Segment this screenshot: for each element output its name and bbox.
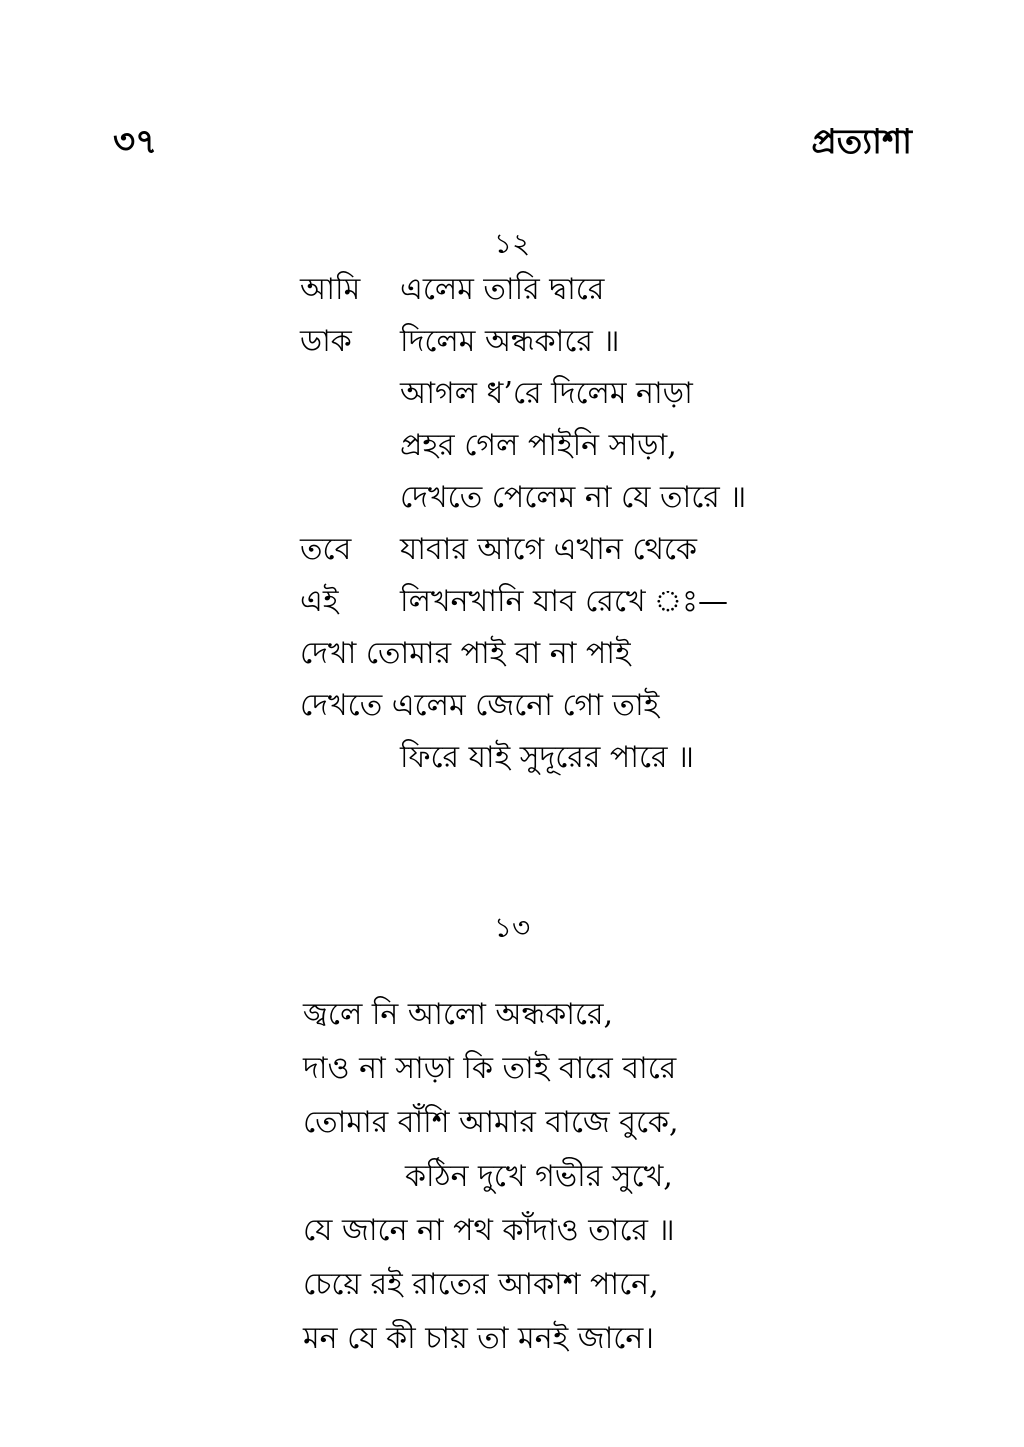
song-line: চেয়ে রই রাতের আকাশ পানে, [303, 1267, 659, 1302]
line-text: এলেম তারি দ্বারে [400, 272, 605, 307]
song-line: দেখা তোমার পাই বা না পাই [300, 636, 631, 671]
song-line: মন যে কী চায় তা মনই জানে। [303, 1321, 654, 1356]
song-line: ফিরে যাই সুদূরের পারে ॥ [400, 740, 695, 775]
line-text: যাবার আগে এখান থেকে [400, 532, 697, 567]
song-12-number: ১২ [493, 227, 531, 260]
line-text: দিলেম অন্ধকারে ॥ [400, 324, 620, 359]
song-line: আগল ধ’রে দিলেম নাড়া [400, 376, 693, 411]
song-line: যে জানে না পথ কাঁদাও তারে ॥ [303, 1213, 675, 1248]
line-lead-word: তবে [300, 532, 352, 567]
line-lead-word: আমি [300, 272, 361, 307]
line-lead-word: ডাক [300, 324, 352, 359]
song-line: দেখতে এলেম জেনো গো তাই [300, 688, 660, 723]
song-13-number: ১৩ [493, 911, 531, 944]
running-title: প্রত্যাশা [811, 122, 912, 162]
song-line: দেখতে পেলেম না যে তারে ॥ [400, 480, 747, 515]
song-line: দাও না সাড়া কি তাই বারে বারে [303, 1051, 677, 1086]
song-line [300, 582, 728, 622]
line-text: লিখনখানি যাব রেখে ঃ— [400, 584, 729, 619]
song-line [300, 530, 697, 570]
song-line: কঠিন দুখে গভীর সুখে, [405, 1159, 673, 1194]
song-line [300, 270, 604, 310]
page-number: ৩৭ [113, 122, 158, 162]
line-lead-word: এই [300, 584, 339, 619]
song-line: তোমার বাঁশি আমার বাজে বুকে, [303, 1105, 679, 1140]
song-line: জ্বলে নি আলো অন্ধকারে, [303, 997, 614, 1032]
song-line [300, 322, 619, 362]
song-line: প্রহর গেল পাইনি সাড়া, [400, 428, 677, 463]
